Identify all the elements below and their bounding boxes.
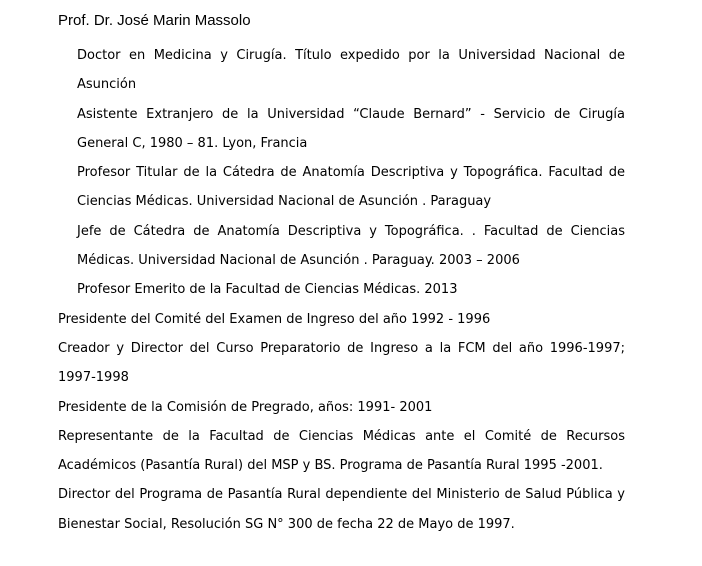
credential-degree: Doctor en Medicina y Cirugía. Título expedido por la Universidad Nacional de Asunción xyxy=(77,48,625,93)
position-undergrad-commission: Presidente de la Comisión de Pregrado, años: 1991- 2001 xyxy=(58,399,433,415)
credential-full-professor: Profesor Titular de la Cátedra de Anatomía Descriptiva y Topográfica. Facultad de Ciencias Médicas. Universidad Nacional de Asunción . Paraguay xyxy=(77,165,625,210)
credential-emeritus: Profesor Emerito de la Facultad de Ciencias Médicas. 2013 xyxy=(77,282,458,298)
position-rural-internship: Director del Programa de Pasantía Rural dependiente del Ministerio de Salud Pública y Bienestar Social, Resolución SG N° 300 de fecha 22 de Mayo de 1997. xyxy=(58,487,625,532)
person-name: Prof. Dr. José Marin Massolo xyxy=(58,12,251,29)
position-preparatory-course: Creador y Director del Curso Preparatorio de Ingreso a la FCM del año 1996-1997; 1997-1998 xyxy=(58,340,625,386)
position-exam-committee: Presidente del Comité del Examen de Ingreso del año 1992 - 1996 xyxy=(58,311,491,327)
cv-entries xyxy=(0,41,702,539)
credential-department-head: Jefe de Cátedra de Anatomía Descriptiva y Topográfica. . Facultad de Ciencias Médicas. Universidad Nacional de Asunción . Paraguay. 2003 – 2006 xyxy=(77,223,625,269)
credential-lyon-assistant: Asistente Extranjero de la Universidad “Claude Bernard” - Servicio de Cirugía General C, 1980 – 81. Lyon, Francia xyxy=(77,106,625,151)
position-academic-resources: Representante de la Facultad de Ciencias Médicas ante el Comité de Recursos Académicos (Pasantía Rural) del MSP y BS. Programa de Pasantía Rural 1995 -2001. xyxy=(58,428,625,474)
